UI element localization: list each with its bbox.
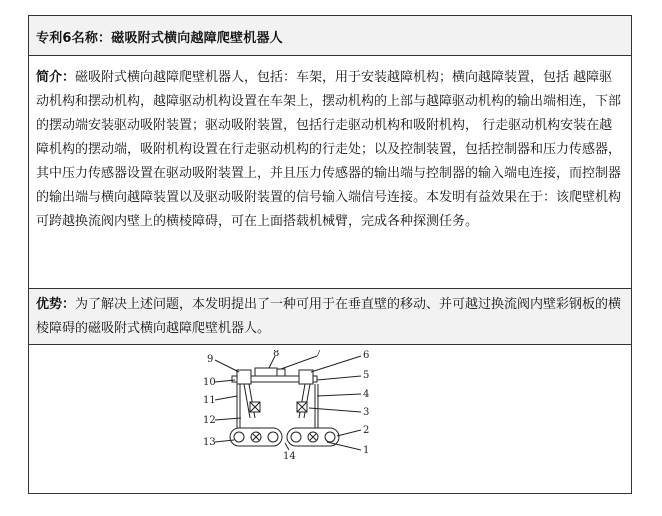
figure-row [29,345,631,493]
advantage-row [29,289,631,345]
label-1: 1 [363,445,370,456]
label-8: 8 [273,350,280,359]
label-2: 2 [363,425,370,436]
summary-text: 磁吸附式横向越障爬壁机器人，包括：车架，用于安装越障机构；横向越障装置，包括 越障驱动机构和摆动机构，越障驱动机构设置在车架上，摆动机构的上部与越障驱动机构的输出端相连，下部的摆动端安装驱动吸附装置；驱动吸附装置，包括行走驱动机构和吸附机构， 行走驱动机构安装在越障机构的摆动端，吸附机构设置在行走驱动机构的行走处；以及控制装置，包括控制器和压力传感器，其中压力传感器设置在驱动吸附装置上，并且压力传感器的输出端与控制器的输入端电连接，而控制器的输出端与横向越障装置以及驱动吸附装置的信号输入端信号连接。本发明有益效果在于：该爬壁机构可跨越换流阀内壁上的横棱障碍，可在上面搭载机械臂，完成各种探测任务。 [36,70,622,229]
summary-paragraph [36,66,625,234]
label-3: 3 [363,407,370,418]
title-row [29,16,631,56]
robot-drawing [215,356,361,450]
advantage-label: 优势： [36,297,76,312]
summary-label: 简介： [36,70,76,85]
label-10: 10 [203,377,216,388]
robot-schematic [177,350,377,480]
label-9: 9 [207,354,214,365]
label-6: 6 [363,350,370,361]
patent-table [28,15,632,494]
summary-row [29,56,631,289]
advantage-text: 为了解决上述问题，本发明提出了一种可用于在垂直壁的移动、并可越过换流阀内壁彩钢板的横棱障碍的磁吸附式横向越障爬壁机器人。 [36,297,622,336]
advantage-paragraph [36,293,625,341]
patent-title: 专利6名称：磁吸附式横向越障爬壁机器人 [36,31,283,46]
label-12: 12 [203,415,216,426]
label-13: 13 [203,437,216,448]
label-5: 5 [363,370,370,381]
label-14: 14 [283,451,296,462]
label-4: 4 [363,389,370,400]
label-7: 7 [315,350,322,359]
label-11: 11 [203,395,216,406]
